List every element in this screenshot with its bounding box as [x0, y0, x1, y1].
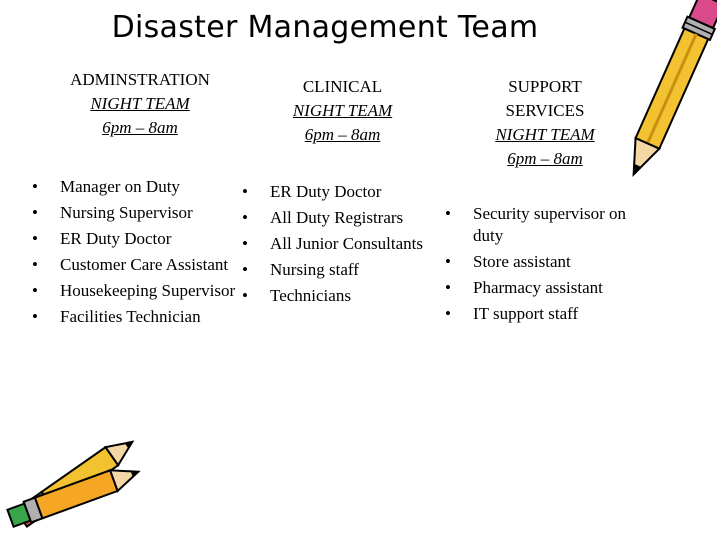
list-item: • ER Duty Doctor: [238, 181, 438, 203]
administration-column: [40, 68, 240, 140]
administration-heading: [40, 68, 240, 140]
list-item: • Nursing staff: [238, 259, 438, 281]
list-item: • Housekeeping Supervisor: [28, 280, 238, 302]
support-services-heading: [465, 75, 625, 171]
list-item: • Nursing Supervisor: [28, 202, 238, 224]
list-item: • Manager on Duty: [28, 176, 238, 198]
support-services-list: [441, 203, 641, 329]
shift-label: NIGHT TEAM: [495, 125, 595, 144]
list-item: • Customer Care Assistant: [28, 254, 238, 276]
list-item: • Pharmacy assistant: [441, 277, 641, 299]
list-item: • Store assistant: [441, 251, 641, 273]
shift-label: NIGHT TEAM: [90, 94, 190, 113]
clinical-column: [250, 75, 435, 147]
heading-line: CLINICAL: [302, 77, 383, 96]
list-item: • Facilities Technician: [28, 306, 238, 328]
shift-label: NIGHT TEAM: [292, 101, 393, 120]
list-item: • All Duty Registrars: [238, 207, 438, 229]
heading-line: ADMINSTRATION: [70, 70, 210, 89]
list-item: • ER Duty Doctor: [28, 228, 238, 250]
shift-hours: 6pm – 8am: [507, 149, 583, 168]
shift-hours: 6pm – 8am: [304, 125, 381, 144]
administration-list: [28, 176, 238, 332]
clinical-list: [238, 181, 438, 311]
list-item: • Security supervisor on duty: [441, 203, 641, 247]
pencil-clipart-icon: [622, 0, 717, 190]
crossed-pencils-clipart-icon: [0, 425, 150, 540]
list-item: • IT support staff: [441, 303, 641, 325]
support-services-column: [465, 75, 625, 171]
page-title: Disaster Management Team: [111, 10, 539, 45]
list-item: • All Junior Consultants: [238, 233, 438, 255]
list-item: • Technicians: [238, 285, 438, 307]
shift-hours: 6pm – 8am: [102, 118, 178, 137]
heading-line: SUPPORT: [508, 77, 582, 96]
heading-line: SERVICES: [505, 101, 585, 120]
clinical-heading: [250, 75, 435, 147]
